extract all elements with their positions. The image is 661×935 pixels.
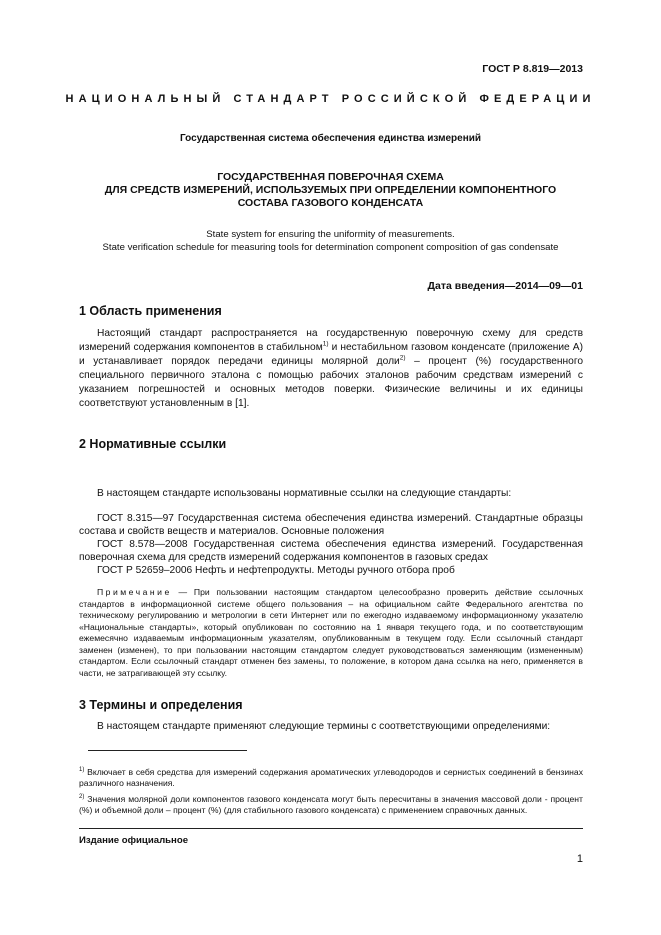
national-standard-banner: НАЦИОНАЛЬНЫЙ СТАНДАРТ РОССИЙСКОЙ ФЕДЕРАЦИИ — [65, 93, 596, 105]
footnote-text: Включает в себя средства для измерений содержания ароматических углеводородов и сернистых соединений в бензинах различного назначения. — [79, 767, 583, 788]
text-run: ГОСТ 8.315—97 Государственная система обеспечения единства измерений. Стандартные образцы состава и свойств веществ и материалов. Основные положения — [79, 513, 583, 537]
section2-intro — [79, 487, 583, 501]
reference-item — [79, 564, 583, 577]
note-text: — При пользовании настоящим стандартом целесообразно проверить действие ссылочных стандартов в информационной системе общего пользования – на официальном сайте Федерального агентства по техническому регулированию и метрологии в сети Интернет или по ежегодно издаваемому информационному указателю «Национальные стандарты», который опубликован по состоянию на 1 января текущего года, и по соответствующим ежемесячно издаваемым информационным указателям, опубликованным в текущем году. Если ссылочный стандарт заменен (изменен), то при пользовании настоящим стандартом следует руководствоваться заменяющим (измененным) стандартом. Если ссылочный стандарт отменен без замены, то положение, в котором дана ссылка на него, применяется в части, не затрагивающей эту ссылку. — [79, 587, 583, 678]
text-run: В настоящем стандарте использованы нормативные ссылки на следующие стандарты: — [97, 488, 512, 499]
system-title: Государственная система обеспечения единства измерений — [179, 133, 482, 144]
section3-heading: 3 Термины и определения — [79, 698, 243, 712]
text-run: В настоящем стандарте применяют следующие термины с соответствующими определениями: — [97, 721, 551, 732]
section1-heading: 1 Область применения — [79, 304, 222, 318]
doc-code: ГОСТ Р 8.819—2013 — [482, 63, 583, 75]
text-run: – процент (%) государственного специального первичного эталона с помощью рабочих эталонов рабочим средствам измерений с указанием погрешностей и основных методов поверки. Физические величины и их единицы соответствуют установленным в [1]. — [79, 356, 583, 409]
date-introduced: Дата введения—2014—09—01 — [427, 280, 583, 292]
note-paragraph — [79, 587, 583, 679]
footnote-1 — [79, 767, 583, 789]
english-line: State verification schedule for measuring tools for determination component composition of gas condensate — [102, 241, 559, 253]
text-run: Настоящий стандарт распространяется на государственную поверочную схему для средств измерений содержания компонентов в стабильном — [79, 328, 583, 353]
english-title — [40, 229, 621, 254]
english-line: State system for ensuring the uniformity of measurements. — [206, 229, 455, 240]
text-run: и нестабильном газовом конденсате (приложение А) и устанавливает порядок передачи единицы молярной доли — [79, 342, 583, 367]
title-line: ГОСУДАРСТВЕННАЯ ПОВЕРОЧНАЯ СХЕМА — [217, 171, 444, 183]
footnote-ref: 2) — [399, 354, 406, 362]
title-line: ДЛЯ СРЕДСТВ ИЗМЕРЕНИЙ, ИСПОЛЬЗУЕМЫХ ПРИ ОПРЕДЕЛЕНИИ КОМПОНЕНТНОГО — [104, 184, 557, 196]
footnote-ref: 1) — [322, 340, 329, 348]
title-line: СОСТАВА ГАЗОВОГО КОНДЕНСАТА — [237, 197, 424, 209]
text-run: ГОСТ Р 52659–2006 Нефть и нефтепродукты. Методы ручного отбора проб — [97, 565, 455, 576]
page-number: 1 — [576, 853, 583, 865]
reference-list — [79, 512, 583, 577]
footer-divider — [79, 828, 583, 829]
footnote-mark: 1) — [79, 767, 85, 774]
footnote-mark: 2) — [79, 794, 85, 801]
reference-item — [79, 538, 583, 564]
footnote-2 — [79, 794, 583, 816]
note-label: Примечание — [97, 587, 172, 597]
section2-heading: 2 Нормативные ссылки — [79, 437, 227, 451]
text-run: ГОСТ 8.578—2008 Государственная система обеспечения единства измерений. Государственная поверочная схема для средств измерений содержания компонентов в газовых средах — [79, 539, 583, 563]
footnote-text: Значения молярной доли компонентов газового конденсата могут быть пересчитаны в значения массовой доли - процент (%) и объемной доли – процент (%) (для стабильного газового конденсата) с применением справочных данных. — [79, 794, 583, 815]
document-title — [40, 171, 621, 210]
reference-item — [79, 512, 583, 538]
section3-intro — [79, 720, 583, 734]
footnote-separator — [88, 750, 247, 751]
section1-paragraph — [79, 327, 583, 411]
official-edition-label: Издание официальное — [79, 835, 189, 846]
